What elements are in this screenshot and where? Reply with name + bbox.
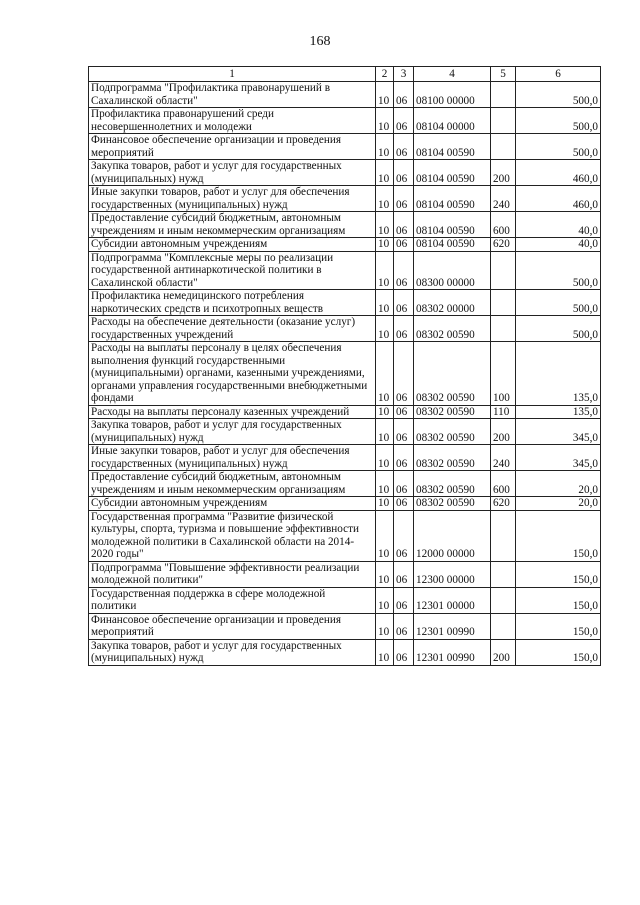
table-row xyxy=(89,613,601,639)
amount-cell: 150,0 xyxy=(516,587,601,613)
expense-type-cell xyxy=(491,316,516,342)
expense-name-cell: Профилактика немедицинского потребления наркотических средств и психотропных веществ xyxy=(89,290,376,316)
subsection-code-cell: 06 xyxy=(394,405,414,419)
subsection-code-cell: 06 xyxy=(394,290,414,316)
expense-type-cell: 200 xyxy=(491,639,516,665)
column-header-2: 2 xyxy=(376,67,394,82)
section-code-cell: 10 xyxy=(376,212,394,238)
expense-name-cell: Закупка товаров, работ и услуг для государственных (муниципальных) нужд xyxy=(89,639,376,665)
subsection-code-cell: 06 xyxy=(394,342,414,406)
subsection-code-cell: 06 xyxy=(394,510,414,561)
expense-name-cell: Профилактика правонарушений среди несовершеннолетних и молодежи xyxy=(89,108,376,134)
budget-table xyxy=(88,66,601,666)
target-article-cell: 08302 00000 xyxy=(414,290,491,316)
amount-cell: 150,0 xyxy=(516,561,601,587)
target-article-cell: 12000 00000 xyxy=(414,510,491,561)
amount-cell: 345,0 xyxy=(516,445,601,471)
subsection-code-cell: 06 xyxy=(394,613,414,639)
target-article-cell: 08302 00590 xyxy=(414,445,491,471)
target-article-cell: 12301 00000 xyxy=(414,587,491,613)
table-row xyxy=(89,342,601,406)
subsection-code-cell: 06 xyxy=(394,160,414,186)
amount-cell: 135,0 xyxy=(516,405,601,419)
section-code-cell: 10 xyxy=(376,613,394,639)
section-code-cell: 10 xyxy=(376,445,394,471)
expense-name-cell: Подпрограмма "Комплексные меры по реализации государственной антинаркотической политики в Сахалинской области" xyxy=(89,251,376,290)
amount-cell: 345,0 xyxy=(516,419,601,445)
amount-cell: 20,0 xyxy=(516,497,601,511)
section-code-cell: 10 xyxy=(376,561,394,587)
expense-type-cell xyxy=(491,510,516,561)
target-article-cell: 08104 00590 xyxy=(414,134,491,160)
table-row xyxy=(89,510,601,561)
table-row xyxy=(89,405,601,419)
expense-type-cell: 620 xyxy=(491,497,516,511)
section-code-cell: 10 xyxy=(376,238,394,252)
section-code-cell: 10 xyxy=(376,510,394,561)
target-article-cell: 08302 00590 xyxy=(414,497,491,511)
section-code-cell: 10 xyxy=(376,186,394,212)
target-article-cell: 08302 00590 xyxy=(414,405,491,419)
subsection-code-cell: 06 xyxy=(394,108,414,134)
target-article-cell: 08302 00590 xyxy=(414,342,491,406)
subsection-code-cell: 06 xyxy=(394,445,414,471)
subsection-code-cell: 06 xyxy=(394,134,414,160)
amount-cell: 20,0 xyxy=(516,471,601,497)
expense-type-cell xyxy=(491,134,516,160)
expense-name-cell: Государственная поддержка в сфере молодежной политики xyxy=(89,587,376,613)
table-row xyxy=(89,419,601,445)
table-row xyxy=(89,82,601,108)
expense-type-cell xyxy=(491,290,516,316)
table-row xyxy=(89,290,601,316)
table-row xyxy=(89,587,601,613)
subsection-code-cell: 06 xyxy=(394,238,414,252)
section-code-cell: 10 xyxy=(376,471,394,497)
section-code-cell: 10 xyxy=(376,342,394,406)
target-article-cell: 12301 00990 xyxy=(414,613,491,639)
section-code-cell: 10 xyxy=(376,316,394,342)
expense-type-cell: 600 xyxy=(491,212,516,238)
amount-cell: 500,0 xyxy=(516,82,601,108)
section-code-cell: 10 xyxy=(376,251,394,290)
expense-name-cell: Закупка товаров, работ и услуг для государственных (муниципальных) нужд xyxy=(89,160,376,186)
table-row xyxy=(89,238,601,252)
amount-cell: 460,0 xyxy=(516,186,601,212)
table-row xyxy=(89,471,601,497)
section-code-cell: 10 xyxy=(376,82,394,108)
amount-cell: 500,0 xyxy=(516,290,601,316)
expense-name-cell: Расходы на обеспечение деятельности (оказание услуг) государственных учреждений xyxy=(89,316,376,342)
expense-name-cell: Предоставление субсидий бюджетным, автономным учреждениям и иным некоммерческим организациям xyxy=(89,471,376,497)
section-code-cell: 10 xyxy=(376,639,394,665)
table-row xyxy=(89,186,601,212)
table-row xyxy=(89,639,601,665)
expense-name-cell: Субсидии автономным учреждениям xyxy=(89,497,376,511)
table-row xyxy=(89,212,601,238)
table-row xyxy=(89,160,601,186)
target-article-cell: 08104 00590 xyxy=(414,186,491,212)
subsection-code-cell: 06 xyxy=(394,497,414,511)
target-article-cell: 08104 00590 xyxy=(414,212,491,238)
subsection-code-cell: 06 xyxy=(394,561,414,587)
table-row xyxy=(89,251,601,290)
target-article-cell: 12301 00990 xyxy=(414,639,491,665)
section-code-cell: 10 xyxy=(376,419,394,445)
page-number: 168 xyxy=(309,34,331,49)
expense-type-cell: 600 xyxy=(491,471,516,497)
column-header-1: 1 xyxy=(89,67,376,82)
expense-name-cell: Подпрограмма "Повышение эффективности реализации молодежной политики" xyxy=(89,561,376,587)
subsection-code-cell: 06 xyxy=(394,639,414,665)
table-row xyxy=(89,561,601,587)
table-row xyxy=(89,445,601,471)
column-number-row xyxy=(89,67,601,82)
table-row xyxy=(89,497,601,511)
amount-cell: 500,0 xyxy=(516,134,601,160)
expense-type-cell xyxy=(491,587,516,613)
amount-cell: 150,0 xyxy=(516,510,601,561)
section-code-cell: 10 xyxy=(376,160,394,186)
expense-type-cell xyxy=(491,613,516,639)
expense-name-cell: Государственная программа "Развитие физической культуры, спорта, туризма и повышение эффективности молодежной политики в Сахалинской области на 2014-2020 годы" xyxy=(89,510,376,561)
target-article-cell: 08302 00590 xyxy=(414,316,491,342)
target-article-cell: 08104 00590 xyxy=(414,238,491,252)
expense-name-cell: Закупка товаров, работ и услуг для государственных (муниципальных) нужд xyxy=(89,419,376,445)
expense-name-cell: Субсидии автономным учреждениям xyxy=(89,238,376,252)
target-article-cell: 12300 00000 xyxy=(414,561,491,587)
section-code-cell: 10 xyxy=(376,108,394,134)
subsection-code-cell: 06 xyxy=(394,212,414,238)
amount-cell: 150,0 xyxy=(516,613,601,639)
column-header-4: 4 xyxy=(414,67,491,82)
amount-cell: 150,0 xyxy=(516,639,601,665)
amount-cell: 500,0 xyxy=(516,316,601,342)
column-header-6: 6 xyxy=(516,67,601,82)
expense-type-cell xyxy=(491,82,516,108)
budget-table-body xyxy=(89,67,601,666)
subsection-code-cell: 06 xyxy=(394,186,414,212)
expense-type-cell: 240 xyxy=(491,186,516,212)
expense-type-cell xyxy=(491,108,516,134)
column-header-3: 3 xyxy=(394,67,414,82)
target-article-cell: 08300 00000 xyxy=(414,251,491,290)
section-code-cell: 10 xyxy=(376,497,394,511)
subsection-code-cell: 06 xyxy=(394,587,414,613)
subsection-code-cell: 06 xyxy=(394,316,414,342)
subsection-code-cell: 06 xyxy=(394,82,414,108)
amount-cell: 40,0 xyxy=(516,238,601,252)
amount-cell: 500,0 xyxy=(516,251,601,290)
expense-type-cell: 240 xyxy=(491,445,516,471)
expense-name-cell: Подпрограмма "Профилактика правонарушений в Сахалинской области" xyxy=(89,82,376,108)
expense-type-cell: 110 xyxy=(491,405,516,419)
target-article-cell: 08302 00590 xyxy=(414,471,491,497)
column-header-5: 5 xyxy=(491,67,516,82)
expense-name-cell: Иные закупки товаров, работ и услуг для обеспечения государственных (муниципальных) нужд xyxy=(89,445,376,471)
expense-type-cell: 200 xyxy=(491,419,516,445)
target-article-cell: 08104 00590 xyxy=(414,160,491,186)
amount-cell: 40,0 xyxy=(516,212,601,238)
amount-cell: 500,0 xyxy=(516,108,601,134)
expense-type-cell: 200 xyxy=(491,160,516,186)
expense-type-cell: 620 xyxy=(491,238,516,252)
expense-type-cell xyxy=(491,251,516,290)
table-row xyxy=(89,108,601,134)
expense-name-cell: Иные закупки товаров, работ и услуг для обеспечения государственных (муниципальных) нужд xyxy=(89,186,376,212)
expense-name-cell: Финансовое обеспечение организации и проведения мероприятий xyxy=(89,134,376,160)
expense-type-cell xyxy=(491,561,516,587)
target-article-cell: 08104 00000 xyxy=(414,108,491,134)
subsection-code-cell: 06 xyxy=(394,471,414,497)
amount-cell: 460,0 xyxy=(516,160,601,186)
subsection-code-cell: 06 xyxy=(394,419,414,445)
expense-type-cell: 100 xyxy=(491,342,516,406)
target-article-cell: 08100 00000 xyxy=(414,82,491,108)
expense-name-cell: Расходы на выплаты персоналу в целях обеспечения выполнения функций государственными (муниципальными) органами, казенными учреждениями, органами управления государственными внебюджетными фондами xyxy=(89,342,376,406)
section-code-cell: 10 xyxy=(376,134,394,160)
section-code-cell: 10 xyxy=(376,290,394,316)
section-code-cell: 10 xyxy=(376,405,394,419)
expense-name-cell: Расходы на выплаты персоналу казенных учреждений xyxy=(89,405,376,419)
amount-cell: 135,0 xyxy=(516,342,601,406)
target-article-cell: 08302 00590 xyxy=(414,419,491,445)
table-row xyxy=(89,134,601,160)
table-row xyxy=(89,316,601,342)
expense-name-cell: Предоставление субсидий бюджетным, автономным учреждениям и иным некоммерческим организациям xyxy=(89,212,376,238)
subsection-code-cell: 06 xyxy=(394,251,414,290)
expense-name-cell: Финансовое обеспечение организации и проведения мероприятий xyxy=(89,613,376,639)
section-code-cell: 10 xyxy=(376,587,394,613)
